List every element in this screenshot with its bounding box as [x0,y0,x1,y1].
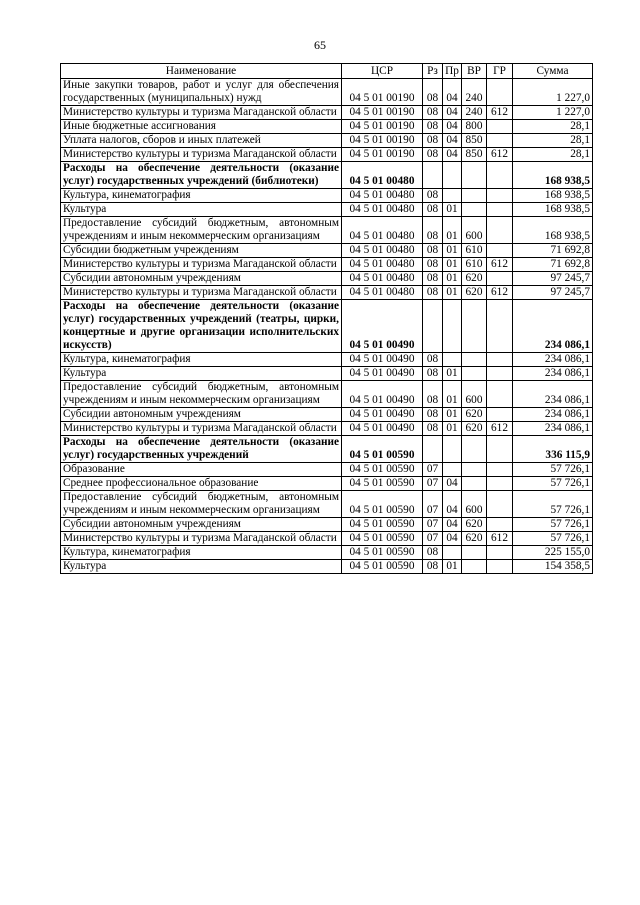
cell-pr: 01 [443,258,462,272]
header-vr: ВР [462,64,487,79]
table-row [61,106,593,120]
cell-pr [443,300,462,353]
cell-pr: 04 [443,134,462,148]
header-csr: ЦСР [342,64,423,79]
cell-csr: 04 5 01 00590 [342,491,423,518]
cell-name: Культура, кинематография [61,189,342,203]
cell-sum: 97 245,7 [513,286,593,300]
cell-csr: 04 5 01 00490 [342,353,423,367]
cell-vr [462,546,487,560]
header-rz: Рз [423,64,443,79]
cell-pr [443,162,462,189]
cell-pr: 04 [443,491,462,518]
cell-rz: 08 [423,258,443,272]
cell-rz: 08 [423,408,443,422]
cell-csr: 04 5 01 00480 [342,203,423,217]
cell-pr: 01 [443,367,462,381]
cell-vr [462,436,487,463]
cell-vr: 620 [462,532,487,546]
cell-sum: 234 086,1 [513,381,593,408]
cell-name: Предоставление субсидий бюджетным, автономным учреждениям и иным некоммерческим организациям [61,491,342,518]
cell-pr: 01 [443,408,462,422]
cell-gr [487,272,513,286]
cell-gr [487,217,513,244]
cell-csr: 04 5 01 00590 [342,532,423,546]
cell-vr: 620 [462,286,487,300]
table-row [61,381,593,408]
cell-gr [487,244,513,258]
cell-rz: 08 [423,381,443,408]
cell-rz: 08 [423,353,443,367]
cell-csr: 04 5 01 00590 [342,436,423,463]
cell-vr [462,353,487,367]
cell-vr: 620 [462,408,487,422]
cell-name: Министерство культуры и туризма Магаданской области [61,286,342,300]
cell-rz: 07 [423,532,443,546]
cell-pr [443,189,462,203]
table-row [61,353,593,367]
table-body [61,79,593,574]
cell-vr: 620 [462,422,487,436]
cell-vr: 610 [462,244,487,258]
table-row [61,532,593,546]
cell-name: Предоставление субсидий бюджетным, автономным учреждениям и иным некоммерческим организациям [61,217,342,244]
cell-name: Субсидии автономным учреждениям [61,518,342,532]
cell-pr: 01 [443,244,462,258]
cell-csr: 04 5 01 00190 [342,120,423,134]
cell-sum: 154 358,5 [513,560,593,574]
cell-pr: 01 [443,560,462,574]
cell-sum: 57 726,1 [513,532,593,546]
cell-vr: 600 [462,491,487,518]
cell-pr: 04 [443,79,462,106]
cell-rz [423,436,443,463]
cell-name: Субсидии автономным учреждениям [61,408,342,422]
cell-rz: 07 [423,477,443,491]
cell-rz: 08 [423,203,443,217]
cell-rz: 08 [423,106,443,120]
table-row [61,148,593,162]
cell-vr [462,203,487,217]
cell-csr: 04 5 01 00480 [342,286,423,300]
cell-name: Иные закупки товаров, работ и услуг для обеспечения государственных (муниципальных) нужд [61,79,342,106]
cell-vr: 600 [462,217,487,244]
cell-vr [462,189,487,203]
cell-rz: 08 [423,367,443,381]
cell-gr: 612 [487,148,513,162]
budget-table [60,63,593,574]
cell-sum: 168 938,5 [513,189,593,203]
table-row [61,203,593,217]
table-row [61,491,593,518]
header-sum: Сумма [513,64,593,79]
cell-csr: 04 5 01 00190 [342,79,423,106]
cell-csr: 04 5 01 00190 [342,106,423,120]
cell-sum: 234 086,1 [513,422,593,436]
cell-rz: 07 [423,518,443,532]
cell-gr [487,300,513,353]
table-row [61,189,593,203]
header-gr: ГР [487,64,513,79]
table-row [61,120,593,134]
cell-name: Образование [61,463,342,477]
table-row [61,422,593,436]
cell-pr [443,353,462,367]
cell-rz: 08 [423,286,443,300]
cell-pr: 04 [443,148,462,162]
cell-gr [487,203,513,217]
cell-sum: 168 938,5 [513,162,593,189]
cell-name: Расходы на обеспечение деятельности (оказание услуг) государственных учреждений (театры, цирки, концертные и другие организации исполнительских искусств) [61,300,342,353]
cell-csr: 04 5 01 00590 [342,560,423,574]
cell-vr: 610 [462,258,487,272]
cell-pr: 01 [443,272,462,286]
cell-csr: 04 5 01 00590 [342,518,423,532]
cell-sum: 168 938,5 [513,203,593,217]
cell-name: Министерство культуры и туризма Магаданской области [61,258,342,272]
cell-vr: 240 [462,106,487,120]
cell-gr [487,381,513,408]
cell-csr: 04 5 01 00490 [342,300,423,353]
cell-csr: 04 5 01 00480 [342,258,423,272]
cell-csr: 04 5 01 00590 [342,477,423,491]
cell-pr: 01 [443,217,462,244]
cell-rz: 08 [423,79,443,106]
cell-gr: 612 [487,532,513,546]
table-row [61,518,593,532]
cell-csr: 04 5 01 00590 [342,546,423,560]
cell-name: Расходы на обеспечение деятельности (оказание услуг) государственных учреждений (библиотеки) [61,162,342,189]
cell-csr: 04 5 01 00490 [342,367,423,381]
cell-gr [487,189,513,203]
cell-sum: 57 726,1 [513,477,593,491]
cell-vr [462,560,487,574]
cell-pr: 04 [443,532,462,546]
table-row [61,367,593,381]
table-row [61,286,593,300]
cell-gr [487,463,513,477]
cell-sum: 234 086,1 [513,408,593,422]
table-row [61,134,593,148]
cell-vr: 850 [462,134,487,148]
cell-gr [487,162,513,189]
cell-sum: 57 726,1 [513,518,593,532]
table-row [61,258,593,272]
cell-name: Субсидии бюджетным учреждениям [61,244,342,258]
cell-pr: 04 [443,106,462,120]
cell-name: Среднее профессиональное образование [61,477,342,491]
page-number: 65 [314,38,326,52]
cell-vr: 600 [462,381,487,408]
cell-rz [423,162,443,189]
cell-name: Министерство культуры и туризма Магаданской области [61,532,342,546]
table-row [61,477,593,491]
cell-name: Культура [61,203,342,217]
cell-csr: 04 5 01 00480 [342,244,423,258]
cell-sum: 28,1 [513,134,593,148]
cell-gr: 612 [487,106,513,120]
cell-gr [487,367,513,381]
cell-sum: 234 086,1 [513,367,593,381]
cell-pr [443,463,462,477]
cell-gr: 612 [487,286,513,300]
cell-name: Культура [61,560,342,574]
cell-pr: 01 [443,422,462,436]
cell-sum: 225 155,0 [513,546,593,560]
cell-sum: 28,1 [513,148,593,162]
cell-vr [462,162,487,189]
cell-pr: 01 [443,203,462,217]
cell-gr [487,408,513,422]
cell-rz: 07 [423,463,443,477]
cell-pr [443,546,462,560]
cell-gr [487,436,513,463]
cell-gr [487,79,513,106]
cell-name: Культура [61,367,342,381]
cell-rz: 08 [423,546,443,560]
cell-pr [443,436,462,463]
cell-rz: 08 [423,244,443,258]
cell-vr [462,300,487,353]
cell-vr: 620 [462,272,487,286]
cell-csr: 04 5 01 00480 [342,189,423,203]
cell-sum: 71 692,8 [513,244,593,258]
cell-gr [487,518,513,532]
cell-name: Культура, кинематография [61,353,342,367]
cell-gr [487,546,513,560]
table-row [61,162,593,189]
cell-name: Предоставление субсидий бюджетным, автономным учреждениям и иным некоммерческим организациям [61,381,342,408]
cell-pr: 04 [443,120,462,134]
cell-pr: 01 [443,381,462,408]
table-row [61,217,593,244]
cell-name: Культура, кинематография [61,546,342,560]
cell-pr: 04 [443,477,462,491]
cell-rz: 08 [423,422,443,436]
cell-csr: 04 5 01 00480 [342,217,423,244]
cell-sum: 168 938,5 [513,217,593,244]
table-row [61,436,593,463]
cell-gr: 612 [487,422,513,436]
cell-vr [462,367,487,381]
cell-sum: 1 227,0 [513,79,593,106]
cell-name: Иные бюджетные ассигнования [61,120,342,134]
cell-csr: 04 5 01 00190 [342,148,423,162]
cell-rz: 08 [423,148,443,162]
table-row [61,463,593,477]
cell-gr [487,353,513,367]
table-row [61,300,593,353]
cell-vr: 240 [462,79,487,106]
table-row [61,272,593,286]
cell-csr: 04 5 01 00490 [342,422,423,436]
cell-pr: 04 [443,518,462,532]
cell-vr: 850 [462,148,487,162]
cell-csr: 04 5 01 00590 [342,463,423,477]
cell-sum: 28,1 [513,120,593,134]
cell-name: Субсидии автономным учреждениям [61,272,342,286]
cell-gr [487,120,513,134]
cell-vr [462,463,487,477]
table-row [61,244,593,258]
cell-rz: 08 [423,134,443,148]
table-row [61,408,593,422]
header-name: Наименование [61,64,342,79]
cell-sum: 1 227,0 [513,106,593,120]
cell-rz: 08 [423,217,443,244]
cell-sum: 57 726,1 [513,463,593,477]
cell-sum: 71 692,8 [513,258,593,272]
cell-rz: 08 [423,189,443,203]
cell-vr [462,477,487,491]
cell-rz [423,300,443,353]
table-row [61,560,593,574]
cell-vr: 620 [462,518,487,532]
cell-rz: 08 [423,272,443,286]
cell-csr: 04 5 01 00490 [342,381,423,408]
cell-name: Министерство культуры и туризма Магаданской области [61,422,342,436]
cell-csr: 04 5 01 00190 [342,134,423,148]
cell-sum: 97 245,7 [513,272,593,286]
cell-name: Министерство культуры и туризма Магаданской области [61,148,342,162]
cell-sum: 234 086,1 [513,353,593,367]
cell-rz: 07 [423,491,443,518]
cell-gr: 612 [487,258,513,272]
cell-sum: 234 086,1 [513,300,593,353]
cell-csr: 04 5 01 00480 [342,272,423,286]
table-row [61,546,593,560]
cell-csr: 04 5 01 00490 [342,408,423,422]
cell-gr [487,134,513,148]
header-pr: Пр [443,64,462,79]
cell-rz: 08 [423,120,443,134]
cell-pr: 01 [443,286,462,300]
cell-sum: 336 115,9 [513,436,593,463]
cell-gr [487,491,513,518]
cell-vr: 800 [462,120,487,134]
cell-gr [487,560,513,574]
cell-name: Уплата налогов, сборов и иных платежей [61,134,342,148]
cell-gr [487,477,513,491]
table-header-row [61,64,593,79]
cell-name: Расходы на обеспечение деятельности (оказание услуг) государственных учреждений [61,436,342,463]
cell-sum: 57 726,1 [513,491,593,518]
cell-rz: 08 [423,560,443,574]
table-row [61,79,593,106]
cell-name: Министерство культуры и туризма Магаданской области [61,106,342,120]
cell-csr: 04 5 01 00480 [342,162,423,189]
